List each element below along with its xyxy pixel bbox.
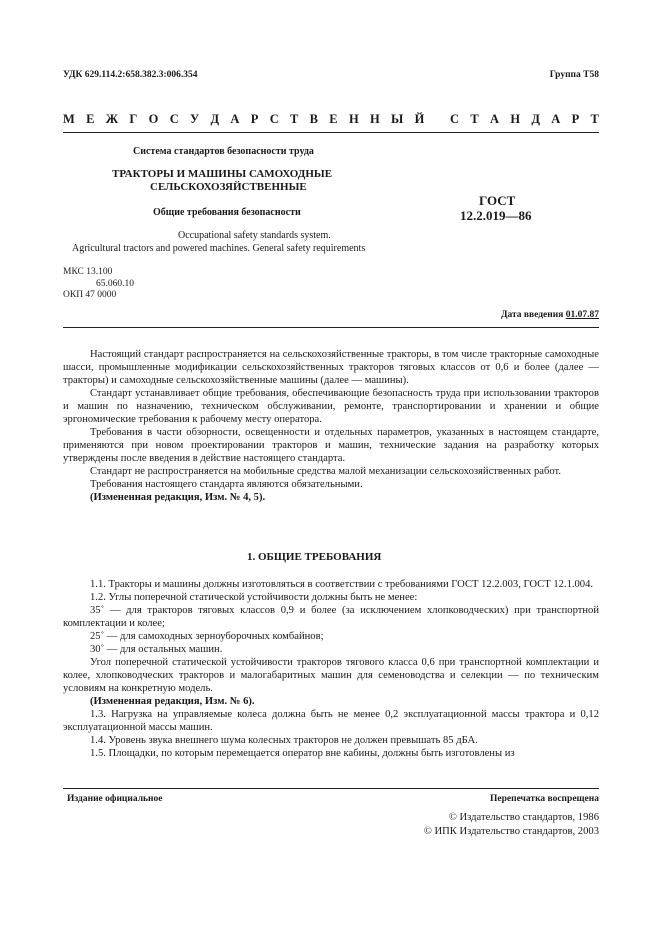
header-rule xyxy=(63,132,599,133)
amendment-note: (Измененная редакция, Изм. № 4, 5). xyxy=(90,492,266,503)
doc-title-line1: ТРАКТОРЫ И МАШИНЫ САМОХОДНЫЕ xyxy=(112,168,333,180)
intro-paragraph: Требования настоящего стандарта являются обязательными. xyxy=(90,479,363,490)
okp-code: ОКП 47 0000 xyxy=(63,290,117,300)
copyright-line: © Издательство стандартов, 1986 xyxy=(448,812,599,823)
english-title-line1: Occupational safety standards system. xyxy=(178,230,331,241)
heading-letter: С xyxy=(450,112,460,126)
official-edition-label: Издание официальное xyxy=(67,794,163,804)
intro-text xyxy=(63,348,599,504)
heading-letter: Т xyxy=(470,112,479,126)
gost-label: ГОСТ xyxy=(479,193,516,208)
effective-date-label: Дата введения xyxy=(500,310,566,320)
heading-letter: М xyxy=(63,112,75,126)
clause-paragraph: 1.3. Нагрузка на управляемые колеса должна быть не менее 0,2 эксплуатационной массы трактора и 0,12 эксплуатационной массы машин. xyxy=(63,709,599,733)
heading-letter: Р xyxy=(250,112,259,126)
heading-letter: Д xyxy=(210,112,220,126)
effective-date xyxy=(501,310,599,320)
heading-letter: В xyxy=(309,112,318,126)
heading-letter: Д xyxy=(531,112,540,126)
heading-letter: Е xyxy=(329,112,338,126)
heading-letter: С xyxy=(269,112,279,126)
clause-paragraph: Угол поперечной статической устойчивости тракторов тягового класса 0,6 при транспортной комплектации и колее, хлопководческих тракторов и малогабаритных машин для семеноводства и селекции — по техническим условиям на конкретную модель. xyxy=(63,657,599,694)
heading-letter: Р xyxy=(571,112,580,126)
gost-number: 12.2.019—86 xyxy=(460,208,532,223)
section-heading: 1. ОБЩИЕ ТРЕБОВАНИЯ xyxy=(247,551,382,563)
heading-letter: Н xyxy=(348,112,359,126)
english-title-line2: Agricultural tractors and powered machines. General safety requirements xyxy=(72,243,366,254)
heading-letter: А xyxy=(551,112,561,126)
doc-subtitle: Общие требования безопасности xyxy=(153,207,301,218)
mks-code: МКС 13.100 xyxy=(63,267,113,277)
intro-paragraph: Требования в части обзорности, освещенности и отдельных параметров, указанных в настоящем стандарте, применяются при новом проектировании тракторов и машин, технические задания на разработку которых утверждены после введения в действие настоящего стандарта. xyxy=(63,427,599,464)
clause-paragraph: 30˚ — для остальных машин. xyxy=(90,644,223,655)
clause-paragraph: 1.5. Площадки, по которым перемещается оператор вне кабины, должны быть изготовлены из xyxy=(90,748,515,759)
group-code: Группа Т58 xyxy=(549,70,599,80)
clause-paragraph: 35˚ — для тракторов тяговых классов 0,9 и более (за исключением хлопководческих) при транспортной комплектации и колее; xyxy=(63,605,599,629)
clause-paragraph: 1.4. Уровень звука внешнего шума колесных тракторов не должен превышать 85 дБА. xyxy=(90,735,478,746)
heading-letter: Н xyxy=(369,112,380,126)
heading-letter: Е xyxy=(86,112,95,126)
amendment-note: (Измененная редакция, Изм. № 6). xyxy=(90,696,255,707)
system-title: Система стандартов безопасности труда xyxy=(133,146,314,157)
heading-letter: Й xyxy=(414,112,425,126)
clause-paragraph: 1.1. Тракторы и машины должны изготовляться в соответствии с требованиями ГОСТ 12.2.003, ГОСТ 12.1.004. xyxy=(90,579,594,590)
clause-paragraph: 1.2. Углы поперечной статической устойчивости должны быть не менее: xyxy=(90,592,418,603)
heading-letter: Ы xyxy=(391,112,404,126)
reprint-prohibited-label: Перепечатка воспрещена xyxy=(489,794,599,804)
heading-letter: Н xyxy=(510,112,521,126)
heading-letter: Т xyxy=(590,112,599,126)
intro-paragraph: Настоящий стандарт распространяется на сельскохозяйственные тракторы, в том числе тракторные самоходные шасси, промышленные модификации сельскохозяйственных тракторов тяговых классов от 0,6 и более (далее — тракторы) и самоходные сельскохозяйственные машины (далее — машины). xyxy=(63,349,599,386)
mks-code-2: 65.060.10 xyxy=(96,279,134,289)
udk-code: УДК 629.114.2:658.382.3:006.354 xyxy=(63,70,198,80)
heading-letter: У xyxy=(190,112,200,126)
heading-letter: Г xyxy=(129,112,138,126)
section-text xyxy=(63,578,599,760)
heading-letter xyxy=(436,112,439,127)
heading-letter: Т xyxy=(290,112,299,126)
heading-letter: А xyxy=(490,112,500,126)
heading-letter: Ж xyxy=(105,112,119,126)
heading-letter: С xyxy=(169,112,179,126)
effective-date-value: 01.07.87 xyxy=(565,310,599,320)
date-rule xyxy=(63,327,599,328)
doc-title-line2: СЕЛЬСКОХОЗЯЙСТВЕННЫЕ xyxy=(150,181,307,193)
clause-paragraph: 25˚ — для самоходных зерноуборочных комбайнов; xyxy=(90,631,324,642)
copyright-line: © ИПК Издательство стандартов, 2003 xyxy=(423,826,599,837)
heading-letter: А xyxy=(230,112,240,126)
intro-paragraph: Стандарт не распространяется на мобильные средства малой механизации сельскохозяйственных работ. xyxy=(90,466,561,477)
footer-rule xyxy=(63,788,599,789)
standard-type-heading xyxy=(63,112,599,127)
intro-paragraph: Стандарт устанавливает общие требования, обеспечивающие безопасность труда при использовании тракторов и машин по назначению, техническом обслуживании, ремонте, транспортировании и хранении и общие эргономические требования к рабочему месту оператора. xyxy=(63,388,599,425)
heading-letter: О xyxy=(148,112,159,126)
